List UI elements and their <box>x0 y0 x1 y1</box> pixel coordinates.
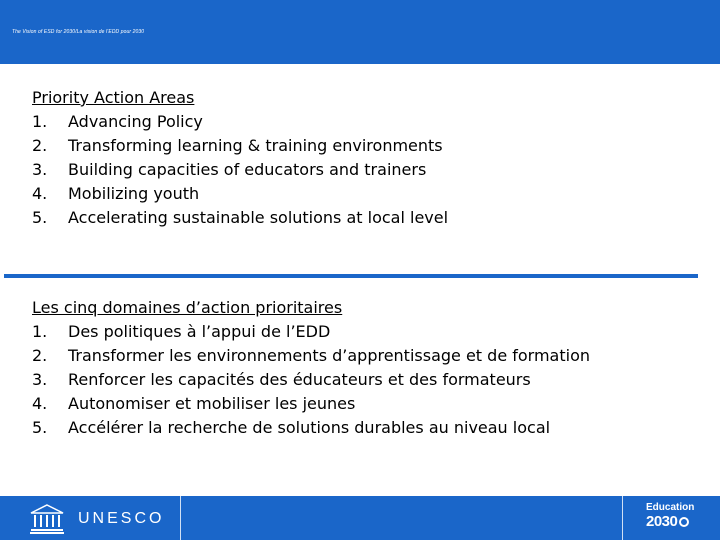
footer-divider <box>180 496 181 540</box>
french-section <box>32 296 590 440</box>
item-number: 3. <box>32 370 48 389</box>
item-text: Autonomiser et mobiliser les jeunes <box>68 394 356 413</box>
header-title: The Vision of ESD for 2030/La vision de l’EDD pour 2030 <box>12 29 145 35</box>
item-text: Renforcer les capacités des éducateurs et des formateurs <box>68 370 531 389</box>
french-list-item <box>32 392 590 416</box>
item-number: 2. <box>32 136 48 155</box>
footer-bar <box>0 496 720 540</box>
item-number: 1. <box>32 112 48 131</box>
french-list-item <box>32 344 590 368</box>
english-heading: Priority Action Areas <box>32 88 195 107</box>
item-number: 4. <box>32 394 48 413</box>
item-text: Transformer les environnements d’apprentissage et de formation <box>68 346 591 365</box>
footer-divider <box>622 496 623 540</box>
item-number: 1. <box>32 322 48 341</box>
item-text: Des politiques à l’appui de l’EDD <box>68 322 331 341</box>
english-list-item <box>32 182 448 206</box>
item-text: Accélérer la recherche de solutions durables au niveau local <box>68 418 551 437</box>
item-text: Mobilizing youth <box>68 184 200 203</box>
item-number: 3. <box>32 160 48 179</box>
item-text: Advancing Policy <box>68 112 203 131</box>
french-list-item <box>32 416 590 440</box>
cycle-icon <box>679 517 689 527</box>
item-text: Building capacities of educators and trainers <box>68 160 427 179</box>
french-list-item <box>32 368 590 392</box>
year-label: 2030 <box>646 513 678 530</box>
unesco-wordmark: UNESCO <box>78 510 165 527</box>
english-list-item <box>32 158 448 182</box>
item-number: 2. <box>32 346 48 365</box>
item-text: Accelerating sustainable solutions at local level <box>68 208 449 227</box>
unesco-temple-icon <box>30 504 64 534</box>
english-list-item <box>32 110 448 134</box>
item-number: 5. <box>32 208 48 227</box>
english-section <box>32 86 448 230</box>
item-number: 4. <box>32 184 48 203</box>
english-list-item <box>32 206 448 230</box>
item-number: 5. <box>32 418 48 437</box>
education-label: Education <box>646 502 695 513</box>
english-list-item <box>32 134 448 158</box>
header-bar <box>0 0 720 64</box>
item-text: Transforming learning & training environments <box>68 136 443 155</box>
education-2030-logo <box>646 502 694 530</box>
french-heading: Les cinq domaines d’action prioritaires <box>32 298 343 317</box>
section-divider <box>4 274 698 278</box>
french-list-item <box>32 320 590 344</box>
